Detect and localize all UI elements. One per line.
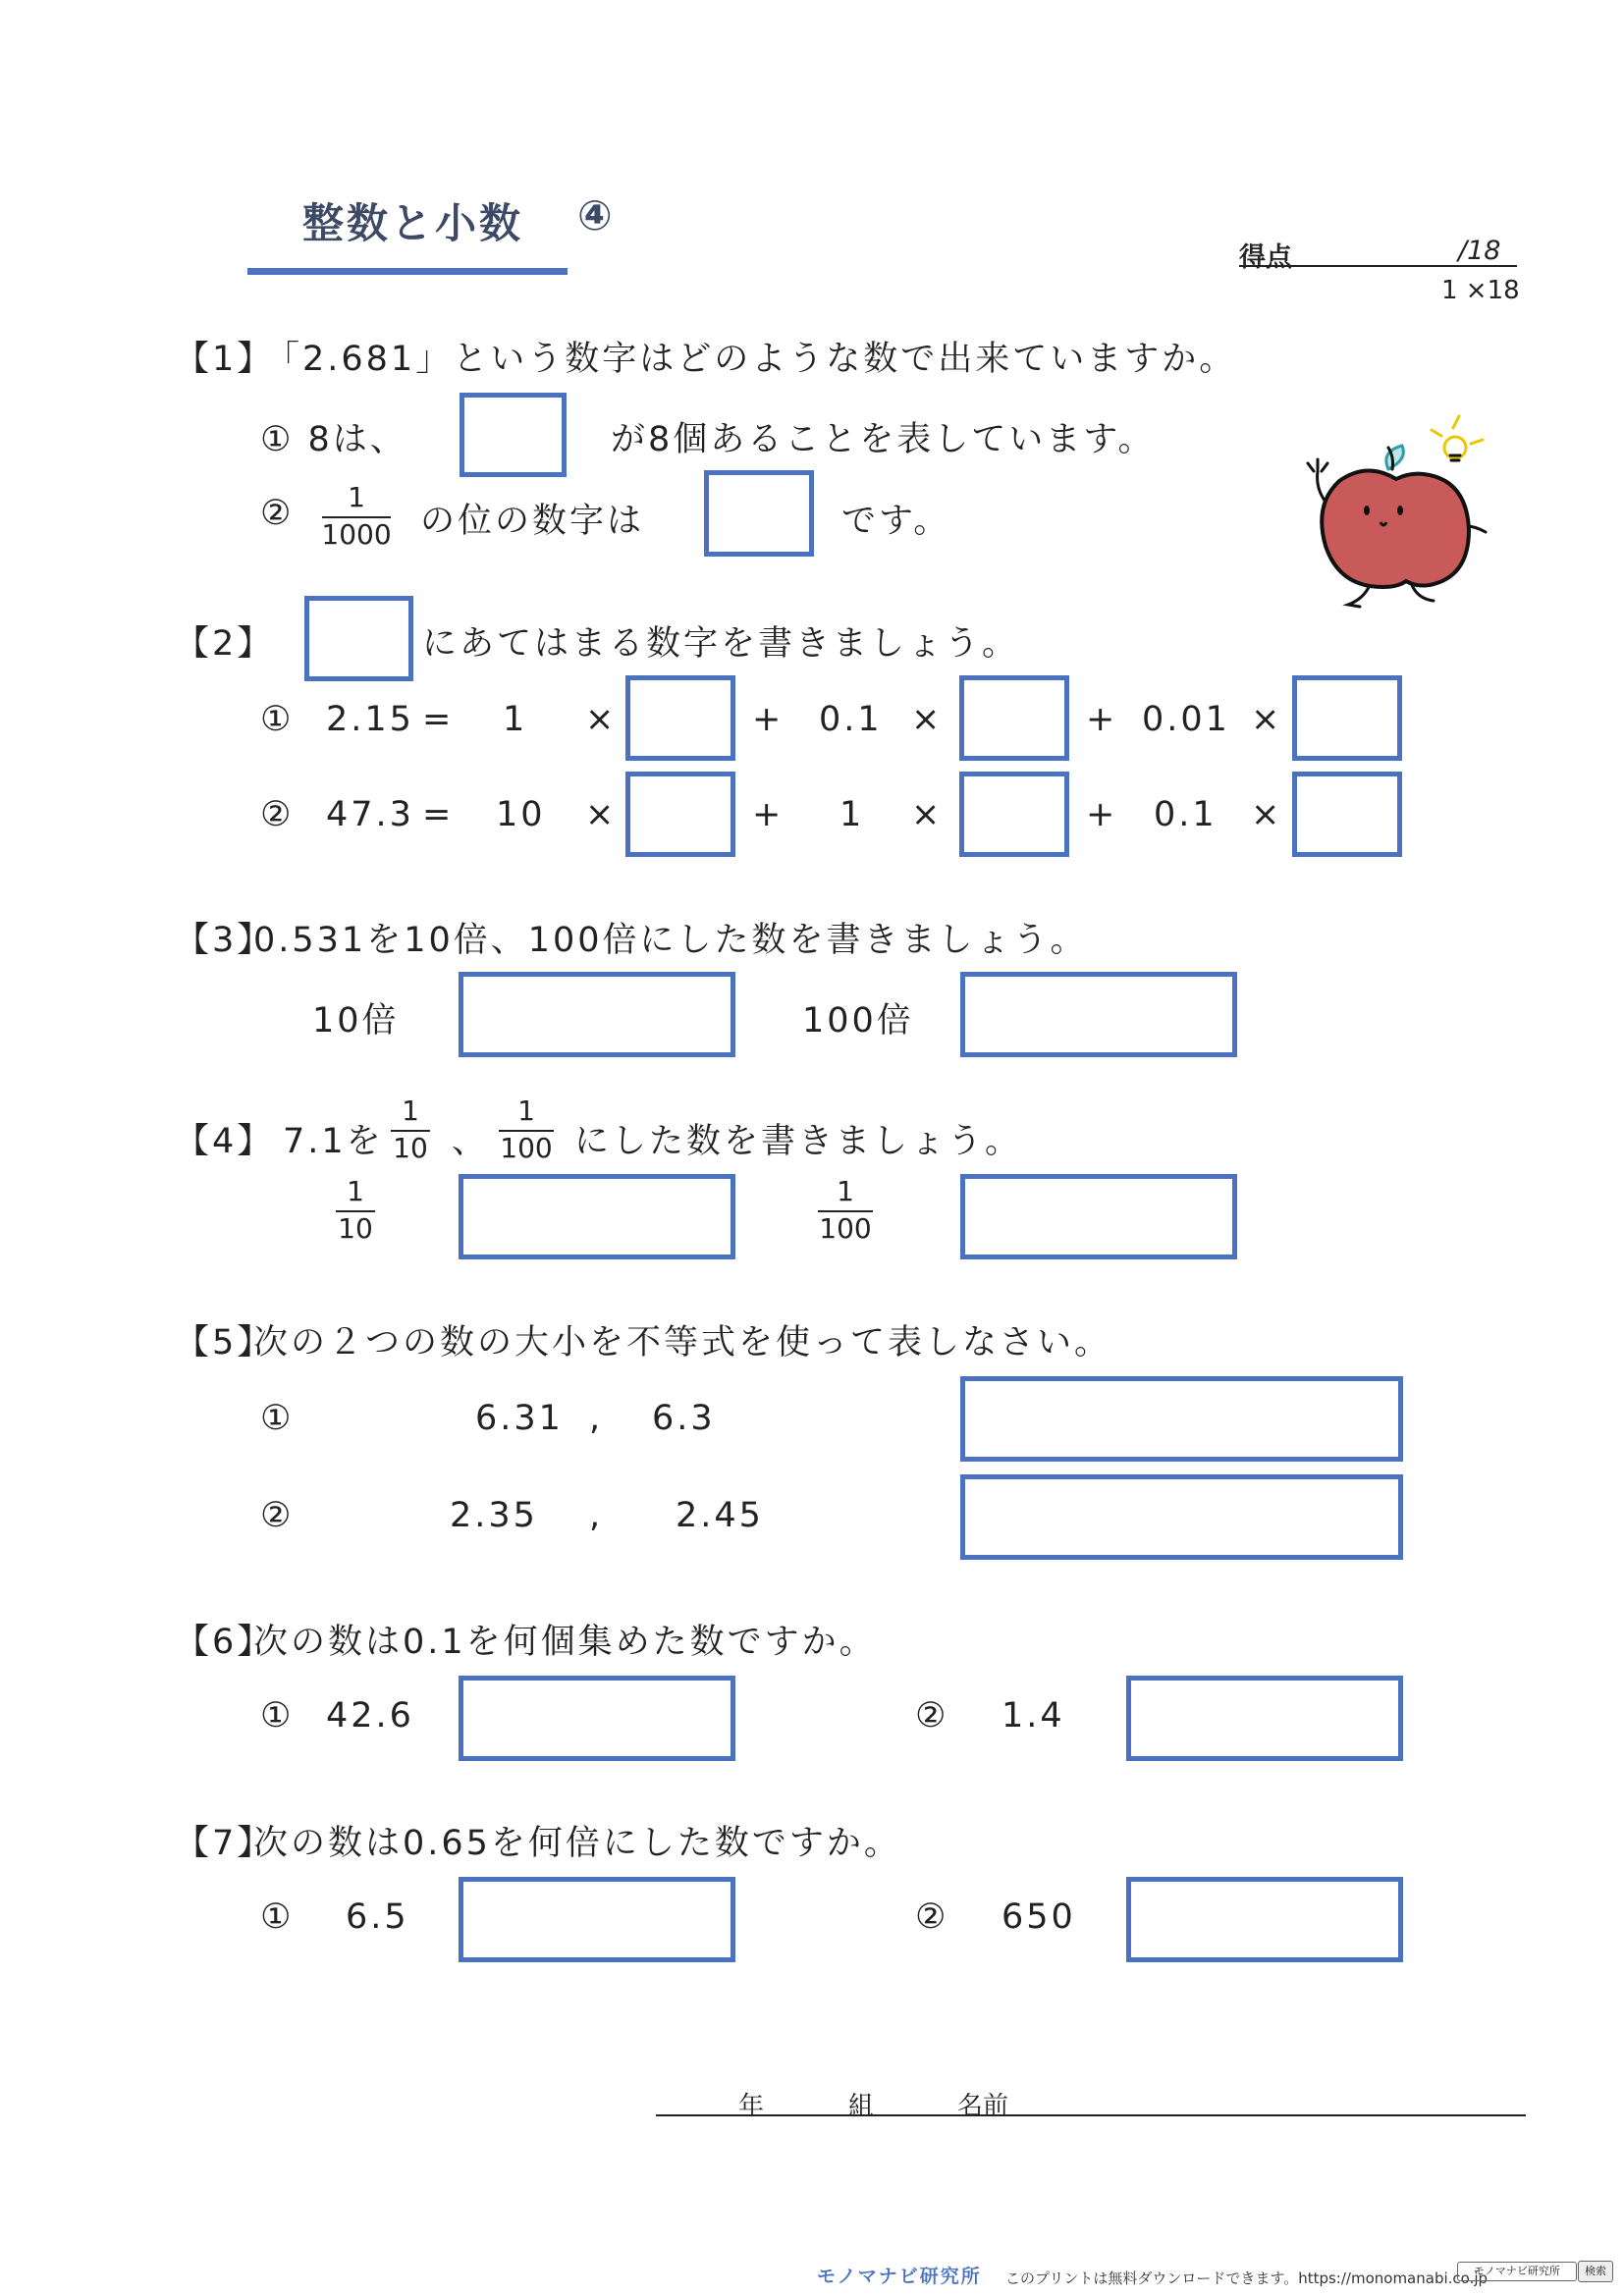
q3-label: 【3】	[175, 921, 275, 960]
q6-item2-value: 1.4	[1001, 1696, 1065, 1735]
q4-separator: 、	[452, 1122, 490, 1161]
q2-row2-b: 1	[839, 795, 865, 834]
q2-example-box	[304, 596, 413, 681]
brand-logo: モノマナビ研究所	[817, 2266, 982, 2287]
plus-sign: +	[752, 795, 785, 834]
q5-row1-comma: ,	[589, 1399, 604, 1438]
times-sign: ×	[585, 795, 618, 834]
q4-right-numerator: 1	[837, 1175, 854, 1207]
q3-right-label: 100倍	[802, 1001, 914, 1041]
q6-item2-mark: ②	[915, 1696, 949, 1735]
q6-item1-value: 42.6	[326, 1696, 414, 1735]
q1-text: 「2.681」という数字はどのような数で出来ていますか。	[265, 340, 1237, 379]
q7-answer-box-2[interactable]	[1126, 1877, 1403, 1962]
q2-row1-box-2[interactable]	[959, 675, 1069, 761]
q1-item2-tail: です。	[841, 502, 951, 541]
q5-row2-comma: ,	[589, 1496, 604, 1535]
q7-item2-mark: ②	[915, 1897, 949, 1937]
q3-left-label: 10倍	[312, 1001, 400, 1041]
q4-left-denominator: 10	[338, 1212, 373, 1245]
page-number: ④	[577, 191, 616, 240]
title-underline	[247, 268, 568, 275]
q1-fraction-numerator: 1	[348, 481, 365, 513]
q2-row1-a: 1	[503, 700, 528, 739]
q6-item1-mark: ①	[260, 1696, 295, 1735]
q3-answer-box-100x[interactable]	[960, 972, 1237, 1057]
q4-left-fraction	[336, 1175, 375, 1245]
q1-answer-box-1[interactable]	[460, 393, 567, 477]
q1-answer-box-2[interactable]	[704, 470, 814, 557]
q4-lead: 7.1を	[283, 1122, 384, 1161]
q5-row1-a: 6.31	[475, 1399, 564, 1438]
q6-answer-box-2[interactable]	[1126, 1676, 1403, 1761]
name-line	[656, 2114, 1526, 2116]
q7-answer-box-1[interactable]	[459, 1877, 735, 1962]
q6-answer-box-1[interactable]	[459, 1676, 735, 1761]
times-sign: ×	[1251, 795, 1283, 834]
score-formula: 1 ×18	[1441, 276, 1520, 305]
q5-row2-b: 2.45	[676, 1496, 764, 1535]
year-label: 年	[738, 2092, 765, 2121]
q2-row2-a: 10	[496, 795, 546, 834]
q2-row2-eq: =	[422, 795, 455, 834]
q5-answer-box-2[interactable]	[960, 1474, 1403, 1560]
page-title: 整数と小数	[302, 199, 524, 247]
q4-right-denominator: 100	[819, 1212, 872, 1245]
score-line	[1239, 265, 1517, 267]
q2-row2-box-2[interactable]	[959, 772, 1069, 857]
q7-item2-value: 650	[1001, 1897, 1076, 1937]
times-sign: ×	[1251, 700, 1283, 739]
class-label: 組	[848, 2092, 875, 2121]
q1-item1-mark: ① 8は、	[260, 420, 407, 459]
q7-text: 次の数は0.65を何倍にした数ですか。	[253, 1824, 901, 1863]
plus-sign: +	[1086, 700, 1118, 739]
q4-right-fraction	[818, 1175, 873, 1245]
plus-sign: +	[752, 700, 785, 739]
q7-item1-value: 6.5	[346, 1897, 409, 1937]
q1-label: 【1】	[175, 340, 275, 379]
q5-row2-a: 2.35	[450, 1496, 538, 1535]
q1-item2-mark: ②	[260, 494, 295, 533]
q4-fraction-1-numerator: 1	[402, 1095, 419, 1127]
q4-fraction-1-denominator: 10	[393, 1132, 428, 1164]
q2-text: にあてはまる数字を書きましょう。	[422, 624, 1020, 664]
score-total: /18	[1458, 236, 1501, 266]
download-notice: このプリントは無料ダウンロードできます。https://monomanabi.co.jp	[1005, 2269, 1489, 2287]
q4-label: 【4】	[175, 1122, 275, 1161]
name-label: 名前	[957, 2092, 1009, 2121]
q5-row1-mark: ①	[260, 1399, 295, 1438]
q2-row2-box-3[interactable]	[1292, 772, 1402, 857]
q5-answer-box-1[interactable]	[960, 1376, 1403, 1462]
search-box[interactable]: モノマナビ研究所	[1457, 2262, 1577, 2281]
times-sign: ×	[911, 795, 944, 834]
q2-row2-lhs: 47.3	[326, 795, 414, 834]
search-button[interactable]: 検索	[1578, 2261, 1613, 2282]
q2-row2-c: 0.1	[1154, 795, 1218, 834]
q5-row1-b: 6.3	[652, 1399, 716, 1438]
q2-row1-b: 0.1	[819, 700, 883, 739]
q2-row1-c: 0.01	[1142, 700, 1230, 739]
q4-tail: にした数を書きましょう。	[574, 1122, 1023, 1161]
q2-row2-box-1[interactable]	[625, 772, 735, 857]
q4-fraction-2-denominator: 100	[500, 1132, 553, 1164]
q2-row2-mark: ②	[260, 795, 295, 834]
score-label: 得点	[1239, 242, 1292, 273]
apple-mascot-icon	[1306, 400, 1492, 612]
q1-fraction-denominator: 1000	[321, 518, 392, 551]
q7-item1-mark: ①	[260, 1897, 295, 1937]
q2-row1-box-3[interactable]	[1292, 675, 1402, 761]
times-sign: ×	[911, 700, 944, 739]
q4-fraction-1	[391, 1097, 430, 1162]
q2-row1-mark: ①	[260, 700, 295, 739]
q4-answer-box-tenth[interactable]	[459, 1174, 735, 1259]
q2-row1-box-1[interactable]	[625, 675, 735, 761]
q4-answer-box-hundredth[interactable]	[960, 1174, 1237, 1259]
q4-left-numerator: 1	[347, 1175, 364, 1207]
times-sign: ×	[585, 700, 618, 739]
q6-label: 【6】	[175, 1623, 275, 1662]
plus-sign: +	[1086, 795, 1118, 834]
q4-fraction-2	[499, 1097, 554, 1162]
q4-fraction-2-numerator: 1	[517, 1095, 535, 1127]
q1-item2-mid: の位の数字は	[420, 502, 645, 541]
q2-row1-lhs: 2.15	[326, 700, 414, 739]
q7-label: 【7】	[175, 1824, 275, 1863]
q1-fraction	[321, 481, 392, 551]
q5-row2-mark: ②	[260, 1496, 295, 1535]
q6-text: 次の数は0.1を何個集めた数ですか。	[253, 1623, 877, 1662]
q1-item1-tail: が8個あることを表しています。	[611, 420, 1156, 459]
q3-text: 0.531を10倍、100倍にした数を書きましょう。	[253, 921, 1088, 960]
q2-row1-eq: =	[422, 700, 455, 739]
q5-text: 次の２つの数の大小を不等式を使って表しなさい。	[253, 1323, 1112, 1362]
q3-answer-box-10x[interactable]	[459, 972, 735, 1057]
q5-label: 【5】	[175, 1323, 275, 1362]
q2-label: 【2】	[175, 624, 275, 664]
